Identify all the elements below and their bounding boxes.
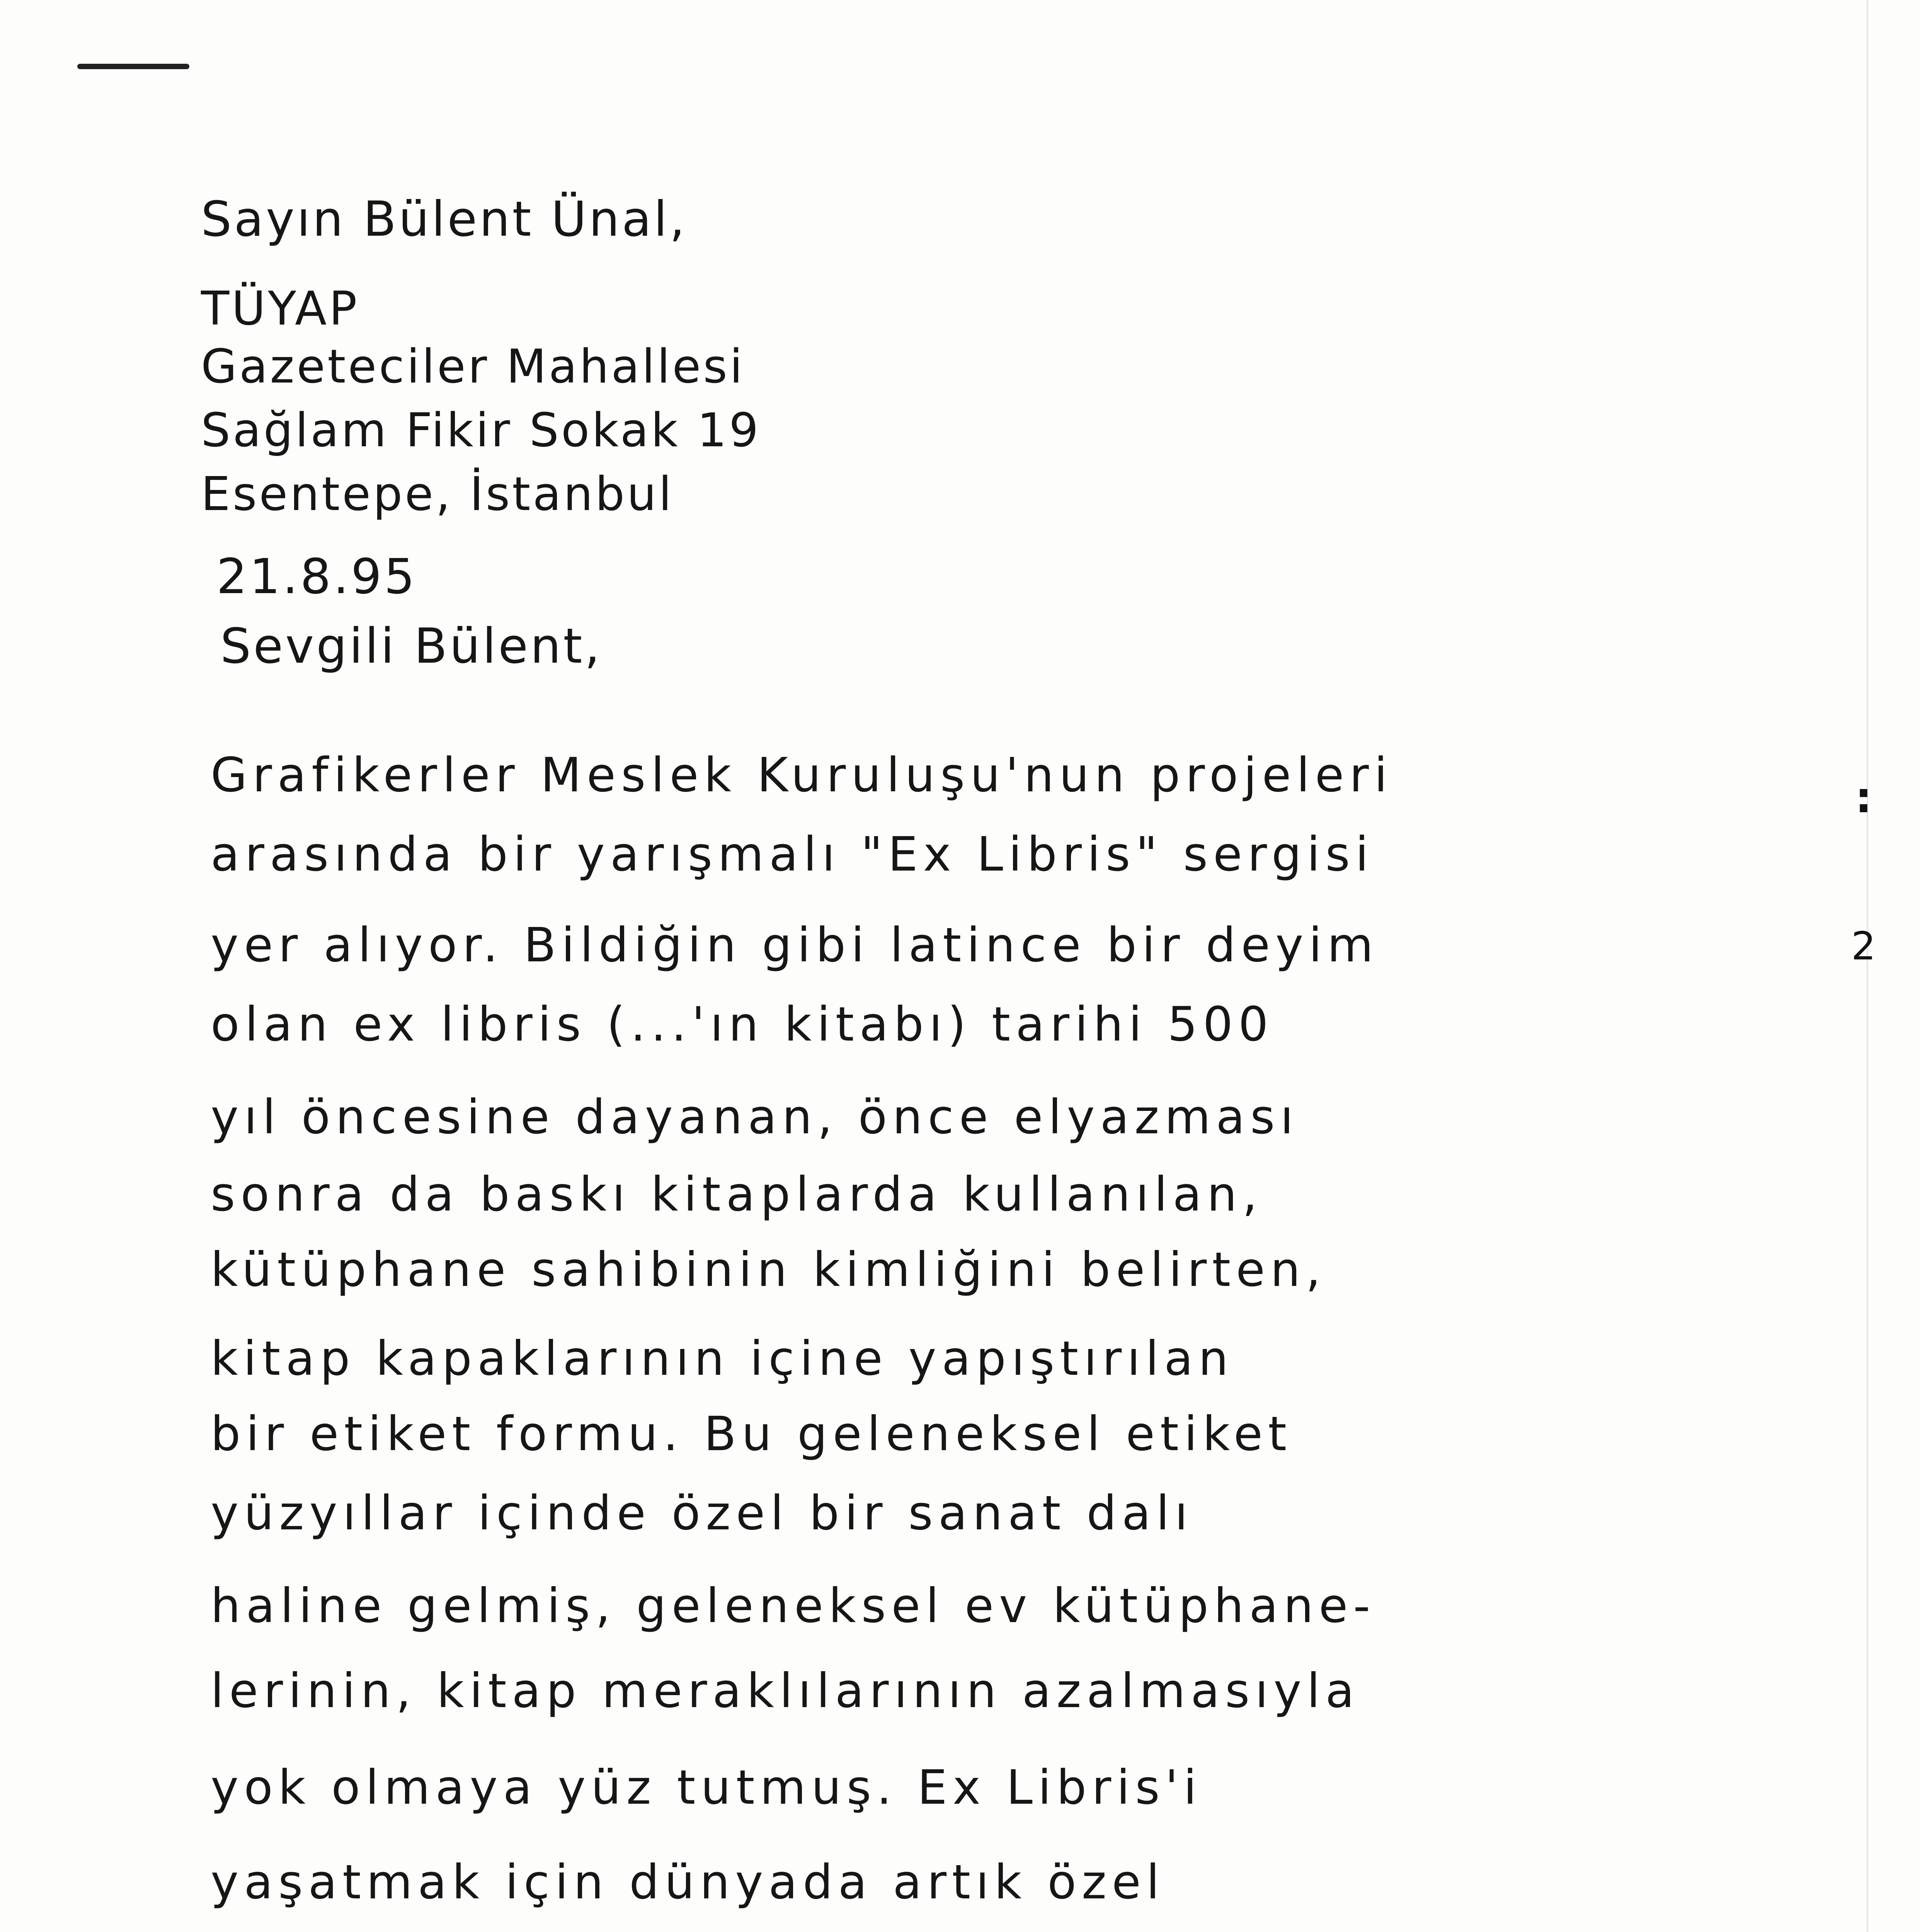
- body-line: yer alıyor. Bildiğin gibi latince bir deyim: [211, 918, 1379, 973]
- greeting: Sevgili Bülent,: [220, 618, 603, 674]
- address-line-2: Gazeteciler Mahallesi: [201, 340, 745, 394]
- body-line: yıl öncesine dayanan, önce elyazması: [211, 1090, 1299, 1145]
- body-line: yok olmaya yüz tutmuş. Ex Libris'i: [211, 1760, 1202, 1815]
- top-dash-mark: [77, 64, 189, 69]
- body-line: yaşatmak için dünyada artık özel: [211, 1855, 1165, 1910]
- body-line: haline gelmiş, geleneksel ev kütüphane-: [211, 1578, 1376, 1633]
- margin-mark-colon: :: [1855, 773, 1872, 822]
- body-line: arasında bir yarışmalı "Ex Libris" sergisi: [211, 827, 1374, 882]
- body-line: kütüphane sahibinin kimliğini belirten,: [211, 1242, 1326, 1297]
- address-line-4: Esentepe, İstanbul: [201, 468, 674, 521]
- body-line: lerinin, kitap meraklılarının azalmasıyla: [211, 1663, 1360, 1718]
- body-line: bir etiket formu. Bu geleneksel etiket: [211, 1406, 1292, 1461]
- body-line: kitap kapaklarının içine yapıştırılan: [211, 1331, 1234, 1386]
- body-line: olan ex libris (...'ın kitabı) tarihi 500: [211, 997, 1274, 1052]
- margin-mark-number: 2: [1851, 923, 1876, 969]
- address-line-3: Sağlam Fikir Sokak 19: [201, 404, 761, 457]
- body-line: Grafikerler Meslek Kuruluşu'nun projeleri: [211, 748, 1393, 803]
- letter-date: 21.8.95: [216, 549, 417, 605]
- body-line: yüzyıllar içinde özel bir sanat dalı: [211, 1486, 1193, 1541]
- formal-salutation: Sayın Bülent Ünal,: [201, 191, 687, 247]
- body-line: sonra da baskı kitaplarda kullanılan,: [211, 1167, 1263, 1222]
- address-line-1: TÜYAP: [201, 282, 359, 336]
